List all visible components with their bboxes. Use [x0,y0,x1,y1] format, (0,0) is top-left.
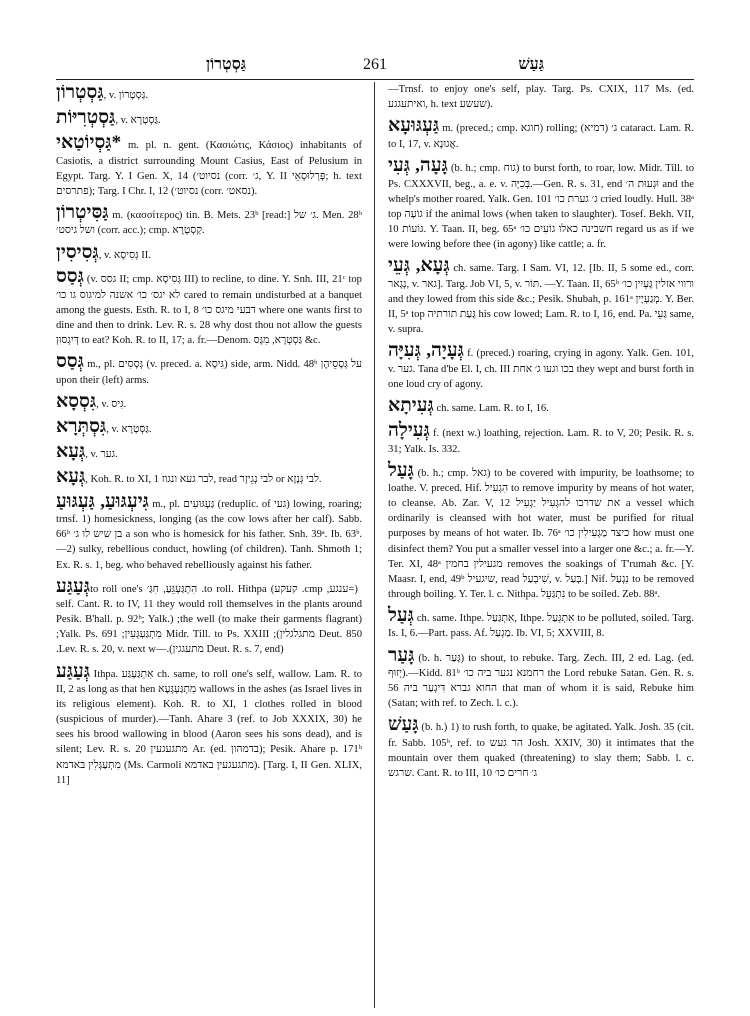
entry-definition: , v. גַּסְטְרָא. [115,114,161,126]
entry-headword: גַּסְטְרִיּוֹת [56,106,116,128]
entry-definition: , v. גְּסִיסָא II. [98,249,151,261]
entry-definition: Ithpa. אִתְגַּעְגַּע ch. same, to roll one's self, wallow. Lam. R. to II, 2 as long as that hen מִתְגַּעְגְּעָא wallows in the ashes (as Israel lives in its religious element). Koh. R. to XI, 1 clothes rolled in blood (suspicious of murder).—Tanh. Ahare 3 (ref. to Job XXXIX, 30) he sees his brood wallowing in blood (Aaron sees his sons dead), and is silent; Lev. R. s. 20 מתגעגעין Ar. (ed. בדמהון); Pesik. Ahare p. 171ᵇ מִתְעַגְּלִין בּאדמא (Ms. Carmoli מתגעגעין באדמא). [Targ. I, II Gen. XLIX, 11] [56,668,362,786]
entry-definition: f. (preced.) roaring, crying in agony. Yalk. Gen. 101, v. גער. Tana d'be El. I, ch. III בכו וגעו ג׳ אחת they wept and burst forth in one loud cry of agony. [388,347,694,390]
entry-definition: (b. h. גָּעַר) to shout, to rebuke. Targ. Zech. III, 2 ed. Lag. (ed. יְזוּף).—Kidd. 81ᵇ רחמנא נגער ביה כו׳ the Lord rebuke Satan. Gen. R. s. 56 החוא גברא דִּיגְעַר ביה that man of whom it is said, Rebuke him (Satan; with ref. to Zech. l. c.). [388,652,695,710]
dictionary-entry [56,107,362,129]
entry-headword: גָּעָה, גְּעִי [388,154,448,176]
entry-definition: ch. same. Targ. I Sam. VI, 12. [Ib. II, 5 some ed., corr. נְגָאר, v. גאר]. Targ. Job VI, 5, v. תּוֹר. —Y. Taan. II, 65ᵇ ורווי אזלין גָּעְיִין כו׳ and they lowed from this side &c.; Pesik. Shubah, p. 161ᵃ מְגַעְיָין. Y. Ber. II, 5ᵃ top גָּעַת תורתיה his cow lowed; Lam. R. to I, 16, end. Pa. גַּעֵי same, v. supra. [388,262,695,335]
entry-definition: ch. same. Lam. R. to I, 16. [433,402,549,414]
column-divider [374,82,375,1008]
dictionary-entry [56,466,362,488]
entry-headword: גְּעַגַּע [56,660,91,682]
entry-headword: גְּעַגַּע [56,575,91,597]
dictionary-entry [56,491,362,573]
entry-definition: , v. גַּסְטְרוֹן. [103,90,148,101]
entry-definition: (=ענגע, cmp. קעקע) to roll. Hithpa. הִתְגַּעְגֵּעַ, חִגַּ׳ to roll one's self. Cant. R. to IV, 11 they would roll themselves in the plants around the well (to make their garments flagrant); (Pesik. B'hall. p. 92ᵇ; Yalk. Deut. 850 מתגלגלין); Midr. Till. to Ps. XXIII מִתְגַּעְגְּעִין; Yalk. Ps. 691; (Deut. R. s. 7, end מתעגגין).—Lev. R. s. 20, v. next w. [56,583,362,656]
dictionary-entry [56,242,362,264]
dictionary-entry [56,441,362,463]
entry-headword: גְּעִיתָא [388,394,434,416]
dictionary-entry [56,416,362,438]
dictionary-entry [388,420,694,457]
entry-definition: (b. h.; cmp. גוח) to burst forth, to roar, low. Midr. Till. to Ps. CXXXVII, beg., a. e. v. בְּכִיָּה.—Gen. R. s. 31, end וּגְעוּת ה׳ and the whelp's mother roared. Yalk. Gen. 101 ג׳ גערת כו׳ cried loudly. Hull. 38ᵃ top גוֹעָה if the animal lows (when taken to slaughter). Tosef. Bekh. VII, 10 גּוֹעוֹת. Y. Taan. II, beg. 65ᵃ חשבינה כאלו גוֹעִים כו׳ regard us as if we were lowing before thee (in agony) like cattle; a. fr. [388,162,695,250]
entry-headword: גָּעַשׁ [388,714,419,736]
entry-definition: —Trnsf. to enjoy one's self, play. Targ. Ps. CXIX, 117 Ms. (ed. ואיתעגגע, h. text שעשע). [388,84,694,111]
dictionary-entry [56,202,362,239]
entry-headword: גַּעְגּוּעָא [388,115,440,137]
entry-definition: (v. גסס II; cmp. גְּסִיסָא III) to recline, to dine. Y. Snh. III, 21ᶜ top לא יגס׳ כו׳ אשנה למיגוס גו כו׳ cared to remain undisturbed at a banquet among the guests. Esth. R. to I, 8 דבעי מיגס כו׳ where one wants first to dine and then to drink. Lev. R. s. 28 why dost thou not allow the guests דְּיִגְסוּן to eat? Koh. R. to II, 17; a. fr.—Denom. גַּסְטְרָא, מִגָּס &c. [56,274,363,347]
entry-headword: *גַּסְיוֹטַאי [56,131,122,153]
dictionary-entry [388,395,694,417]
entry-definition: (b. h.; cmp. גאל) to be covered with impurity, be loathsome; to loathe. V. preced. Hif. הִגְעִיל to remove impurity by means of hot water, to cleanse. Ab. Zar. V, 12 את שדרכו להגְעִיל יַגְעִיל a vessel which ordinarily is cleansed with hot water, must be purified for ritual purposes by means of hot water. Ib. 76ᵃ כיצד מַגְעִילִין כו׳ how must one disinfect them? You put a smaller vessel into a larger one &c.; a. fr.—Y. Ter. XI, 48ᵃ מגעילין בחמין removes the soakings of T'rumah &c. [Y. Maasr. I, end, 49ᵇ שיגעיל, read שִׁיבְעַל, v. בָּעַל.] Nif. נִגְעַל to be removed through boiling. Y. Ter. l. c. Nithpa. נִתְגַּעֵל to be soiled. Zeb. 88ᵃ. [388,467,695,600]
right-column [388,82,694,784]
entry-headword: גְּסַס [56,266,84,288]
dictionary-entry [56,82,362,104]
entry-headword: גְּעָא, גְּעֵי [388,254,450,276]
entry-definition: , v. גִּיס. [96,399,127,411]
entry-headword: גְּעַל [388,604,414,626]
dictionary-entry [388,82,694,112]
dictionary-entry [388,714,694,781]
page-header [56,50,694,80]
entry-definition: , Koh. R. to XI, 1 לבר געא ונגוז, read לבי נְגֵיזָר or לבי גְּנָזָא. [85,473,322,485]
dictionary-entry [56,576,362,658]
page-number: 261 [363,56,387,73]
entry-definition: ch. same. Ithpe. אִתְגַּעַל, Ithpe. אִתְגְּעַל to be polluted, soiled. Targ. Is. I, 6.—Part. pass. Af. מַגְעַל. Ib. VI, 5; XXVIII, 8. [388,612,694,640]
entry-headword: גְּעָא [56,440,86,462]
entry-definition: m., pl. גַּעְגּוּעִים (reduplic. of געי) lowing, roaring; trnsf. 1) homesickness, longing (as the cow lows after her calf). Sabb. 66ᵇ בן שיש לו ג׳ a son who is homesick for his father. Snh. 39ᵃ. Ib. 63ᵇ.—2) sulky, rebellious conduct, howling (of children). Tanh. Shmoth 1; Ex. R. s. 1, beg. who behaved rebelliously against his father. [56,498,363,571]
dictionary-entry [388,255,694,337]
entry-headword: גָּעַל [388,459,414,481]
entry-definition: m. pl. n. gent. (Κασιώτις, Κάσιος) inhabitants of Casiotis, a district surrounding Mount Casius, East of Pelusium in Egypt. Targ. Y. I Gen. X, 14 (נסיוט׳ (corr. ג׳, Y. II פְּרְלוּסְאֵי; h. text פתרסים); Targ. I Chr. I, 12 (נסיוט׳ (corr. נסאט׳). [56,139,362,197]
dictionary-entry [388,155,694,252]
entry-definition: f. (next w.) loathing, rejection. Lam. R. to V, 20; Pesik. R. s. 31; Yalk. Is. 332. [388,427,694,455]
entry-headword: גְּסַס [56,351,84,373]
dictionary-entry [388,605,694,642]
entry-headword: גָּעַר [388,644,415,666]
dictionary-entry [56,661,362,788]
left-column [56,82,362,791]
dictionary-entry [388,340,694,392]
entry-headword: גִּיעְגּוּעַ, גַּעְגּוּעַ [56,490,149,512]
entry-headword: גִּסְתְּרָא [56,416,107,438]
entry-headword: גְּעָיָה, גְּעִיָּה [388,339,464,361]
dictionary-entry [56,266,362,348]
entry-definition: , v. גַּסְטְרָא. [106,424,152,436]
entry-definition: (b. h.) 1) to rush forth, to quake, be agitated. Yalk. Josh. 35 (cit. fr. Sabb. 105ᵇ, ref. to הר געש Josh. XXIV, 30) it intimates that the mountain over them quaked (threatening) to slay them; Sabb. l. c. שרגש. Cant. R. to III, 10 ג׳ חרים כו׳ [388,722,694,780]
entry-headword: גְּעָא [56,465,86,487]
entry-definition: m. (preced.; cmp. חוגא) rolling; ג׳ (דמיא) cataract. Lam. R. to I, 17, v. אֲגוּנָא. [388,123,694,150]
entry-headword: גִּסְסָא [56,391,97,413]
entry-definition: m., pl. גְּסָסִים (v. preced. a. גִּיסָא) side, arm. Nidd. 48ᵇ על גְּסָסֵיהֶן upon their (left) arms. [56,359,362,387]
entry-headword: גַּסְטְרוֹן [56,82,104,103]
dictionary-entry [388,460,694,602]
two-column-body [56,82,694,1012]
entry-definition: , v. גער. [85,448,118,460]
dictionary-entry [56,351,362,388]
entry-headword: גַּסִּיטְרוֹן [56,201,109,223]
dictionary-entry [388,115,694,152]
dictionary-entry [388,645,694,712]
header-right-word: גַּעַשׁ [518,56,544,73]
dictionary-entry [56,132,362,199]
header-rule [56,79,694,80]
header-left-word: גַּסְטְרוֹן [206,56,247,73]
entry-definition: m. (κασσίτερος) tin. B. Mets. 23ᵇ [read:] ג׳ של. Men. 28ᵇ ושל גיסט׳ (corr. acc.); cmp. קַסְטְרָא. [56,209,362,237]
dictionary-entry [56,391,362,413]
entry-headword: גְּעִילָה [388,419,430,441]
entry-headword: גְּסִיסִין [56,241,99,263]
